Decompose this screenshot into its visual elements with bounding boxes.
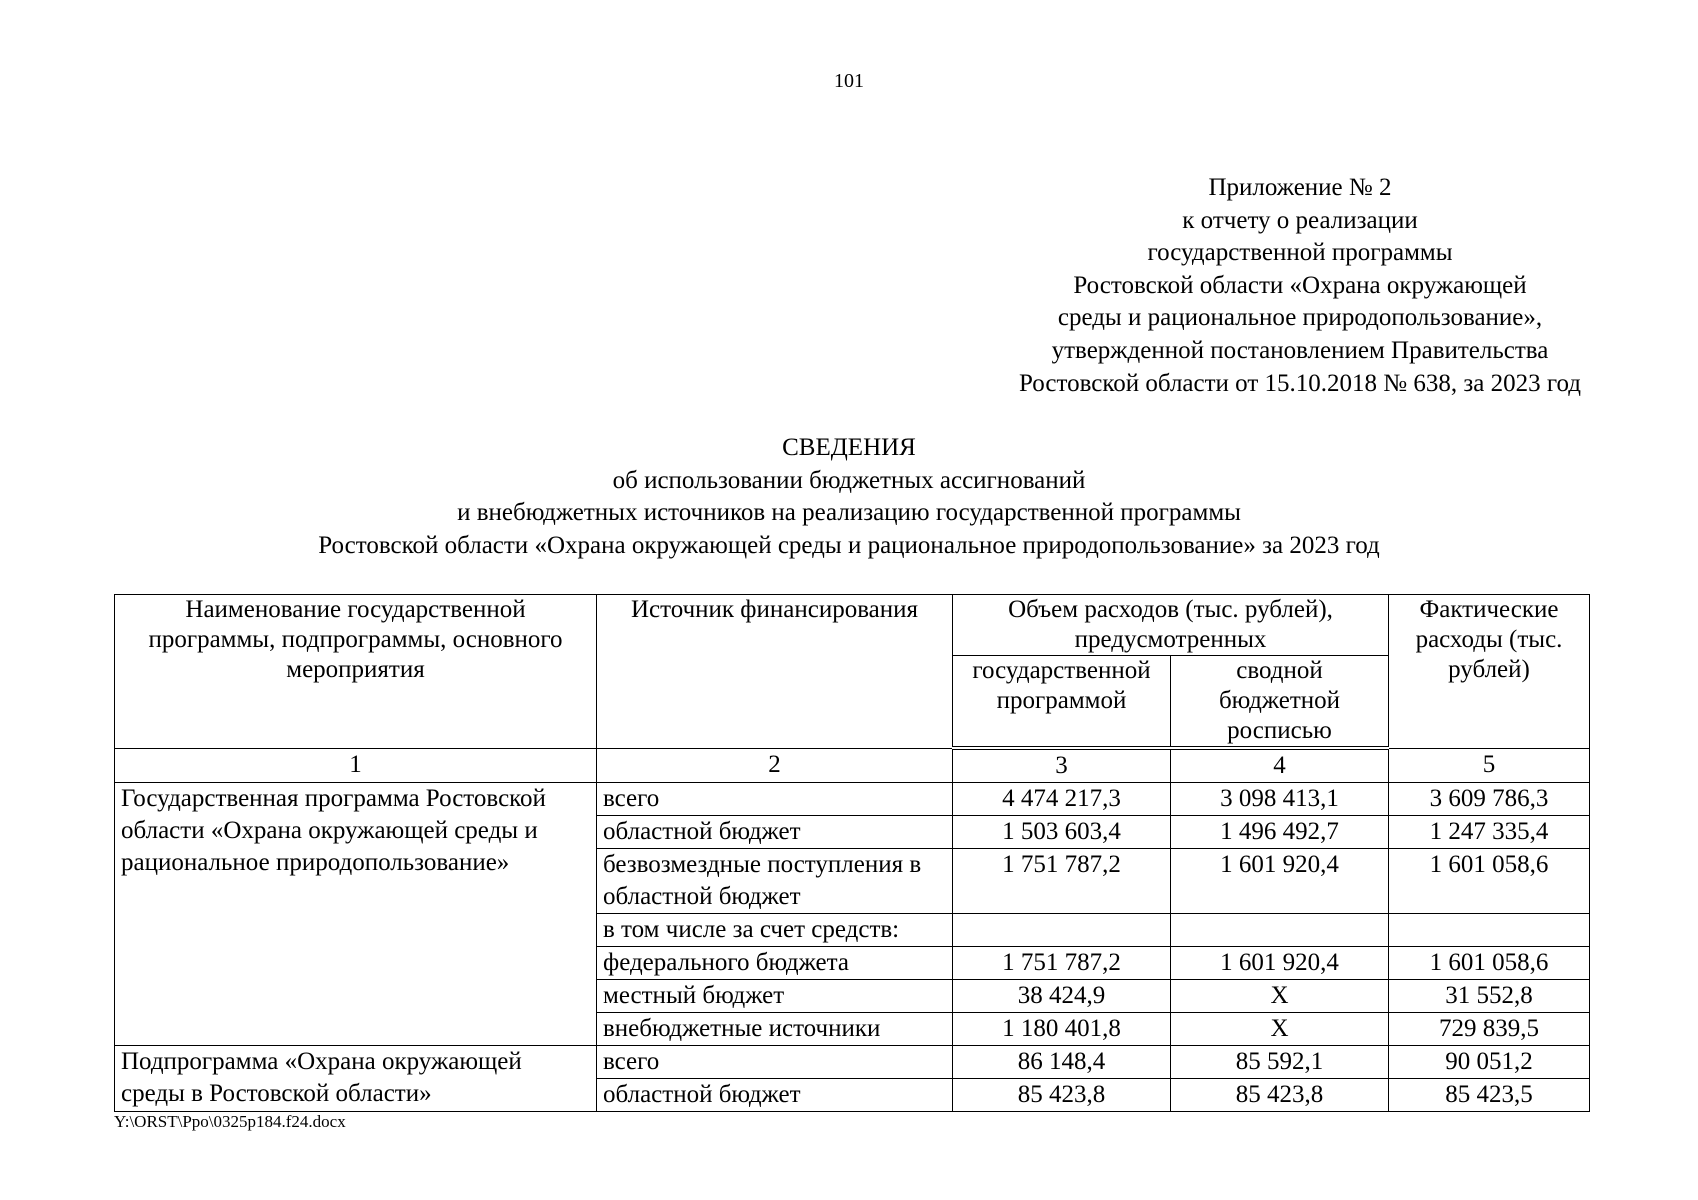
page-number: 101 bbox=[834, 70, 864, 92]
header-funding-source: Источник финансирования bbox=[597, 595, 953, 749]
budget-value: 1 601 920,4 bbox=[1171, 849, 1389, 914]
appendix-block bbox=[960, 172, 1640, 400]
actual-value: 729 839,5 bbox=[1389, 1013, 1590, 1046]
appendix-line: Приложение № 2 bbox=[1208, 174, 1392, 201]
column-number: 3 bbox=[953, 748, 1171, 783]
column-number: 1 bbox=[115, 748, 597, 783]
funding-source: внебюджетные источники bbox=[597, 1013, 953, 1046]
appendix-line: Ростовской области от 15.10.2018 № 638, за 2023 год bbox=[1019, 369, 1581, 397]
appendix-line: государственной программы bbox=[1147, 239, 1453, 267]
plan-value: 38 424,9 bbox=[953, 980, 1171, 1013]
funding-source: в том числе за счет средств: bbox=[597, 914, 953, 947]
actual-value: 1 601 058,6 bbox=[1389, 849, 1590, 914]
appendix-line: Ростовской области «Охрана окружающей bbox=[1073, 271, 1527, 299]
actual-value: 1 247 335,4 bbox=[1389, 816, 1590, 849]
appendix-line: к отчету о реализации bbox=[1182, 206, 1418, 234]
budget-value: 85 423,8 bbox=[1171, 1079, 1389, 1112]
actual-value: 31 552,8 bbox=[1389, 980, 1590, 1013]
funding-source: федерального бюджета bbox=[597, 947, 953, 980]
plan-value: 86 148,4 bbox=[953, 1046, 1171, 1079]
subprogram-name: Подпрограмма «Охрана окружающей среды в Ростовской области» bbox=[115, 1046, 597, 1112]
budget-value: 3 098 413,1 bbox=[1171, 783, 1389, 816]
plan-value: 1 503 603,4 bbox=[953, 816, 1171, 849]
budget-value: Х bbox=[1171, 1013, 1389, 1046]
report-subtitle-line: об использовании бюджетных ассигнований bbox=[612, 466, 1086, 494]
plan-value: 1 751 787,2 bbox=[953, 947, 1171, 980]
actual-value bbox=[1389, 914, 1590, 947]
header-program-name: Наименование государственной программы, подпрограммы, основного мероприятия bbox=[115, 595, 597, 749]
report-heading bbox=[0, 432, 1698, 562]
appendix-line: утвержденной постановлением Правительства bbox=[1051, 336, 1549, 364]
header-actual-expenses: Фактические расходы (тыс. рублей) bbox=[1389, 595, 1590, 749]
column-number: 2 bbox=[597, 748, 953, 783]
file-path-footer: Y:\ORST\Ppo\0325p184.f24.docx bbox=[114, 1112, 346, 1131]
table-row bbox=[115, 783, 1590, 816]
appendix-line: среды и рациональное природопользование», bbox=[1057, 304, 1543, 332]
plan-value: 1 751 787,2 bbox=[953, 849, 1171, 914]
budget-value bbox=[1171, 914, 1389, 947]
header-budget-schedule: сводной бюджетной росписью bbox=[1171, 656, 1389, 749]
budget-table bbox=[114, 594, 1590, 1112]
budget-value: 1 601 920,4 bbox=[1171, 947, 1389, 980]
funding-source: всего bbox=[597, 783, 953, 816]
plan-value bbox=[953, 914, 1171, 947]
plan-value: 85 423,8 bbox=[953, 1079, 1171, 1112]
funding-source: безвозмездные поступления в областной бюджет bbox=[597, 849, 953, 914]
actual-value: 85 423,5 bbox=[1389, 1079, 1590, 1112]
actual-value: 3 609 786,3 bbox=[1389, 783, 1590, 816]
funding-source: областной бюджет bbox=[597, 816, 953, 849]
actual-value: 90 051,2 bbox=[1389, 1046, 1590, 1079]
budget-value: 1 496 492,7 bbox=[1171, 816, 1389, 849]
plan-value: 1 180 401,8 bbox=[953, 1013, 1171, 1046]
table-row bbox=[115, 1046, 1590, 1079]
program-name: Государственная программа Ростовской области «Охрана окружающей среды и рациональное природопользование» bbox=[115, 783, 597, 1046]
actual-value: 1 601 058,6 bbox=[1389, 947, 1590, 980]
report-subtitle-line: Ростовской области «Охрана окружающей среды и рациональное природопользование» за 2023 год bbox=[318, 531, 1380, 559]
funding-source: областной бюджет bbox=[597, 1079, 953, 1112]
header-expense-volume: Объем расходов (тыс. рублей), предусмотренных bbox=[953, 595, 1389, 656]
report-subtitle-line: и внебюджетных источников на реализацию государственной программы bbox=[457, 499, 1241, 526]
budget-value: Х bbox=[1171, 980, 1389, 1013]
funding-source: местный бюджет bbox=[597, 980, 953, 1013]
funding-source: всего bbox=[597, 1046, 953, 1079]
report-title: СВЕДЕНИЯ bbox=[782, 434, 916, 461]
budget-value: 85 592,1 bbox=[1171, 1046, 1389, 1079]
column-number: 5 bbox=[1389, 748, 1590, 783]
column-number: 4 bbox=[1171, 748, 1389, 783]
header-state-program: государственной программой bbox=[953, 656, 1171, 749]
plan-value: 4 474 217,3 bbox=[953, 783, 1171, 816]
